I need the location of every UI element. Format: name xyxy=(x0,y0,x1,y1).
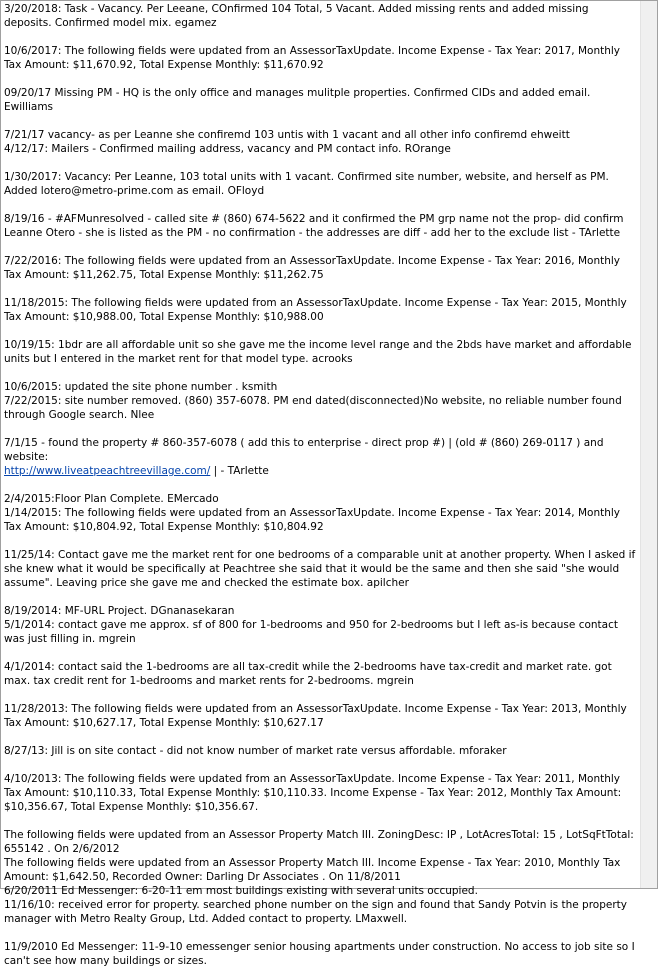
note-entry xyxy=(4,436,637,478)
note-line: 4/1/2014: contact said the 1-bedrooms are all tax-credit while the 2-bedrooms have tax-credit and market rate. got max. tax credit rent for 1-bedrooms and market rents for 2-bedrooms. mgrein xyxy=(4,661,612,687)
note-line: 8/19/2014: MF-URL Project. DGnanasekaran xyxy=(4,605,235,617)
note-line: 11/18/2015: The following fields were updated from an AssessorTaxUpdate. Income Expense - Tax Year: 2015, Monthly Tax Amount: $10,988.00, Total Expense Monthly: $10,988.00 xyxy=(4,297,627,323)
note-line: 10/19/15: 1bdr are all affordable unit so she gave me the income level range and the 2bds have market and affordable units but I entered in the market rent for that model type. acrooks xyxy=(4,339,632,365)
note-entry xyxy=(4,548,637,590)
note-line: The following fields were updated from an Assessor Property Match III. Income Expense - Tax Year: 2010, Monthly Tax Amount: $1,642.50, Recorded Owner: Darling Dr Associates . On 11/8/2011 xyxy=(4,857,621,883)
note-line: 2/4/2015:Floor Plan Complete. EMercado xyxy=(4,493,219,505)
note-line: 3/20/2018: Task - Vacancy. Per Leeane, COnfirmed 104 Total, 5 Vacant. Added missing rents and added missing deposits. Confirmed model mix. egamez xyxy=(4,3,589,29)
note-line: 7/1/15 - found the property # 860-357-6078 ( add this to enterprise - direct prop #) | (old # (860) 269-0117 ) and website: xyxy=(4,437,604,463)
note-line: Ewilliams xyxy=(4,101,54,113)
note-entry xyxy=(4,380,637,422)
note-line: 10/6/2015: updated the site phone number . ksmith xyxy=(4,381,278,393)
note-line: The following fields were updated from an Assessor Property Match III. ZoningDesc: IP , LotAcresTotal: 15 , LotSqFtTotal: 655142 . On 2/6/2012 xyxy=(4,829,634,855)
note-entry xyxy=(4,338,637,366)
note-line: 7/21/17 vacancy- as per Leanne she confiremd 103 untis with 1 vacant and all other info confiremd ehweitt xyxy=(4,129,570,141)
note-line: 11/28/2013: The following fields were updated from an AssessorTaxUpdate. Income Expense - Tax Year: 2013, Monthly Tax Amount: $10,627.17, Total Expense Monthly: $10,627.17 xyxy=(4,703,627,729)
note-entry xyxy=(4,296,637,324)
note-entry xyxy=(4,170,637,198)
vertical-scrollbar[interactable] xyxy=(640,1,657,888)
note-line: 4/12/17: Mailers - Confirmed mailing address, vacancy and PM contact info. ROrange xyxy=(4,143,451,155)
note-line: 11/25/14: Contact gave me the market rent for one bedrooms of a comparable unit at another property. When I asked if she knew what it would be specifically at Peachtree she said that it would be the same and then she said "she would assume". Leaving price she gave me and checked the estimate box. apilcher xyxy=(4,549,636,589)
note-line: 1/30/2017: Vacancy: Per Leanne, 103 total units with 1 vacant. Confirmed site number, website, and herself as PM. Added lotero@metro-prime.com as email. OFloyd xyxy=(4,171,609,197)
note-entry xyxy=(4,86,637,114)
note-link-suffix: | - TArlette xyxy=(210,465,269,477)
note-entry xyxy=(4,2,637,30)
note-entry xyxy=(4,744,637,758)
note-entry xyxy=(4,44,637,72)
note-line: 6/20/2011 Ed Messenger: 6-20-11 em most buildings existing with several units occupied. xyxy=(4,885,478,897)
note-entry xyxy=(4,660,637,688)
note-line: 09/20/17 Missing PM - HQ is the only office and manages mulitple properties. Confirmed CIDs and added email. xyxy=(4,87,591,99)
note-line: 7/22/2015: site number removed. (860) 357-6078. PM end dated(disconnected)No website, no reliable number found through Google search. Nlee xyxy=(4,395,622,421)
notes-text-area[interactable] xyxy=(1,1,641,967)
note-entry xyxy=(4,772,637,814)
website-link[interactable]: http://www.liveatpeachtreevillage.com/ xyxy=(4,465,211,477)
note-line: 1/14/2015: The following fields were updated from an AssessorTaxUpdate. Income Expense - Tax Year: 2014, Monthly Tax Amount: $10,804.92, Total Expense Monthly: $10,804.92 xyxy=(4,507,621,533)
note-line: 8/19/16 - #AFMunresolved - called site # (860) 674-5622 and it confirmed the PM grp name not the prop- did confirm Leanne Otero - she is listed as the PM - no confirmation - the addresses are diff - add her to the exclude list - TArlette xyxy=(4,213,624,239)
note-entry xyxy=(4,254,637,282)
note-entry xyxy=(4,212,637,240)
note-entry xyxy=(4,828,637,926)
note-line: 8/27/13: Jill is on site contact - did not know number of market rate versus affordable. mforaker xyxy=(4,745,507,757)
note-line: 7/22/2016: The following fields were updated from an AssessorTaxUpdate. Income Expense - Tax Year: 2016, Monthly Tax Amount: $11,262.75, Total Expense Monthly: $11,262.75 xyxy=(4,255,621,281)
note-line: 11/16/10: received error for property. searched phone number on the sign and found that Sandy Potvin is the property manager with Metro Realty Group, Ltd. Added contact to property. LMaxwell. xyxy=(4,899,627,925)
note-line: 10/6/2017: The following fields were updated from an AssessorTaxUpdate. Income Expense - Tax Year: 2017, Monthly Tax Amount: $11,670.92, Total Expense Monthly: $11,670.92 xyxy=(4,45,621,71)
note-entry xyxy=(4,492,637,534)
note-entry xyxy=(4,128,637,156)
note-line: 4/10/2013: The following fields were updated from an AssessorTaxUpdate. Income Expense - Tax Year: 2011, Monthly Tax Amount: $10,110.33, Total Expense Monthly: $10,110.33. Income Expense - Tax Year: 2012, Monthly Tax Amount: $10,356.67, Total Expense Monthly: $10,356.67. xyxy=(4,773,622,813)
note-entry xyxy=(4,702,637,730)
note-entry xyxy=(4,604,637,646)
note-line: 5/1/2014: contact gave me approx. sf of 800 for 1-bedrooms and 950 for 2-bedrooms but I left as-is because contact was just filling in. mgrein xyxy=(4,619,618,645)
note-entry xyxy=(4,940,637,968)
note-line: 11/9/2010 Ed Messenger: 11-9-10 emessenger senior housing apartments under construction. No access to job site so I can't see how many buildings or sizes. xyxy=(4,941,635,967)
